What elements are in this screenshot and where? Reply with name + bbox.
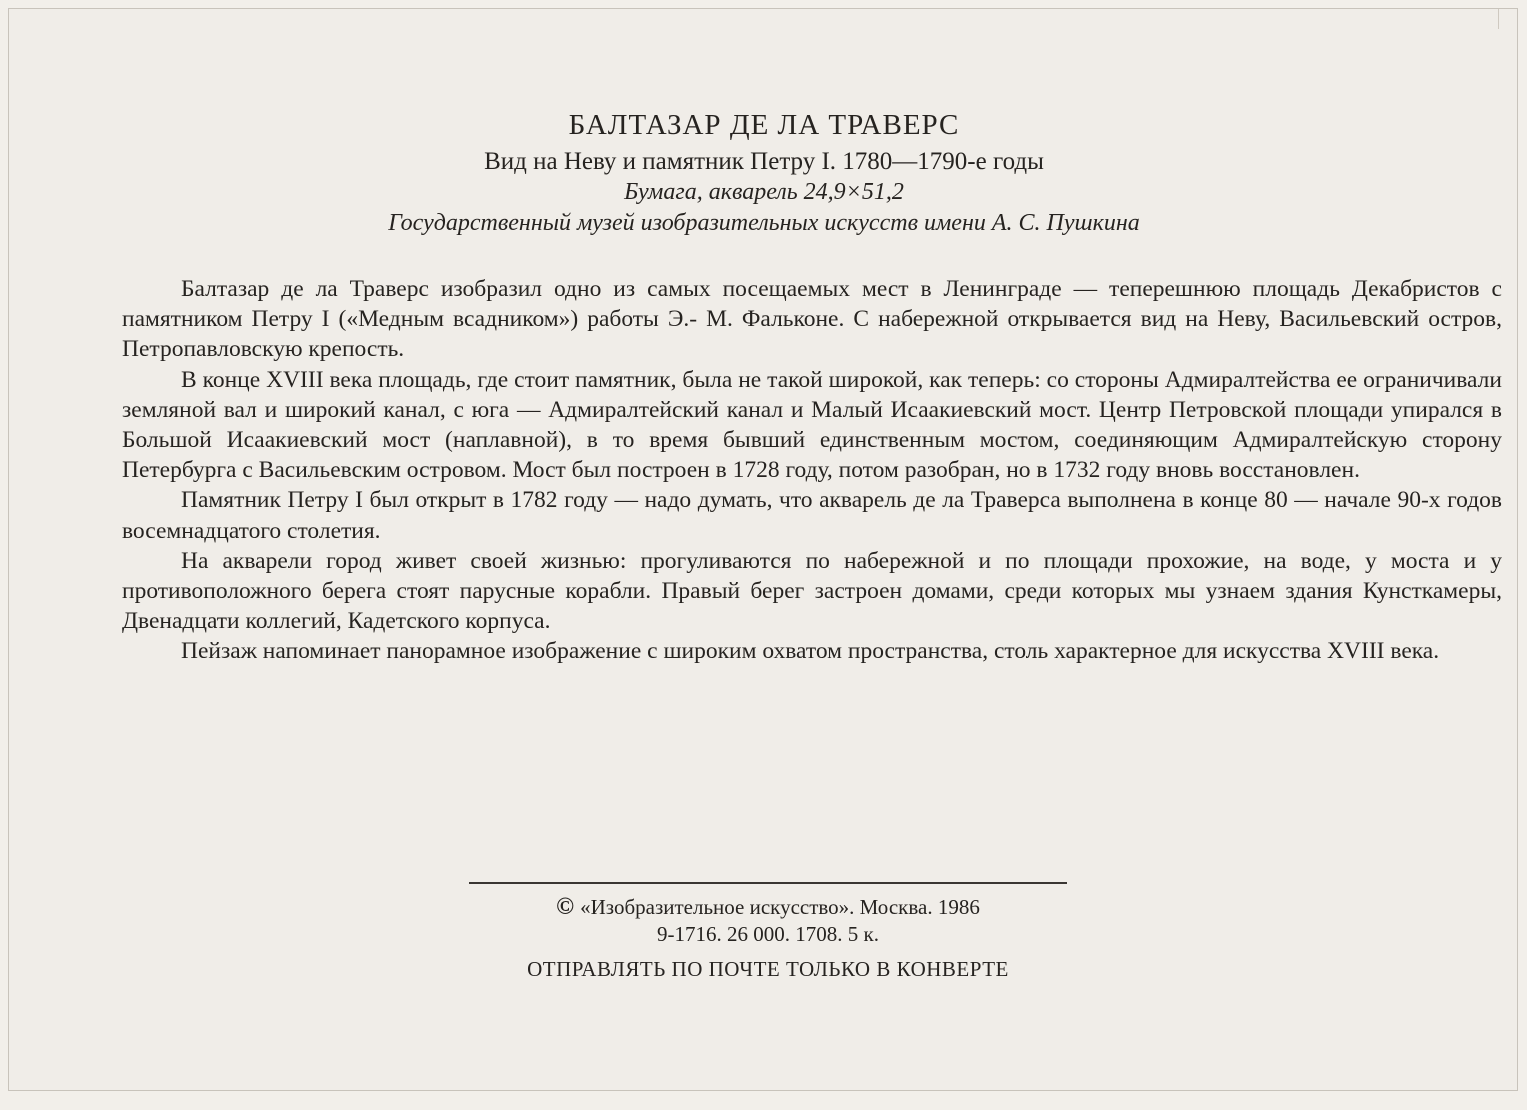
paragraph: Пейзаж напоминает панорамное изображение с широким охватом пространства, столь характерное для искусства XVIII века.: [181, 638, 1440, 665]
mail-note: ОТПРАВЛЯТЬ ПО ПОЧТЕ ТОЛЬКО В КОНВЕРТЕ: [527, 957, 1009, 981]
paragraph: На акварели город живет своей жизнью: прогуливаются по набережной и по площади прохожие, на воде, у моста и у противоположного берега стоят парусные корабли. Правый берег застроен домами, среди которых мы узнаем здания Кунсткамеры, Двенадцати коллегий, Кадетского корпуса.: [122, 547, 1502, 635]
copyright-line: [469, 894, 1067, 921]
paragraph: В конце XVIII века площадь, где стоит памятник, была не такой широкой, как теперь: со стороны Адмиралтейства ее ограничивали земляной вал и широкий канал, с юга — Адмиралтейский канал и Малый Исаакиевский мост. Центр Петровской площади упирался в Большой Исаакиевский мост (наплавной), в то время бывший единственным мостом, соединяющим Адмиралтейскую сторону Петербурга с Васильевским островом. Мост был построен в 1728 году, потом разобран, но в 1732 году вновь восстановлен.: [122, 366, 1502, 484]
artist-title: БАЛТАЗАР ДЕ ЛА ТРАВЕРС: [568, 109, 960, 141]
artwork-title: Вид на Неву и памятник Петру I. 1780—1790-е годы: [484, 148, 1044, 175]
publisher: «Изобразительное искусство». Москва. 1986: [580, 895, 980, 919]
postcard-back: [8, 8, 1518, 1091]
edition-info: 9-1716. 26 000. 1708. 5 к.: [657, 922, 879, 946]
copyright-icon: ©: [556, 894, 575, 920]
museum-name: Государственный музей изобразительных искусств имени А. С. Пушкина: [388, 210, 1140, 236]
paragraph: Памятник Петру I был открыт в 1782 году — надо думать, что акварель де ла Траверса выполнена в конце 80 — начале 90-х годов восемнадцатого столетия.: [122, 487, 1502, 544]
artwork-medium: Бумага, акварель 24,9×51,2: [624, 179, 904, 205]
divider: [469, 882, 1067, 884]
fold-line: [1498, 9, 1499, 29]
paragraph: Балтазар де ла Траверс изобразил одно из самых посещаемых мест в Ленинграде — теперешнюю площадь Декабристов с памятником Петру I («Медным всадником») работы Э.- М. Фальконе. С набережной открывается вид на Неву, Васильевский остров, Петропавловскую крепость.: [122, 276, 1502, 363]
description: [122, 274, 1502, 667]
